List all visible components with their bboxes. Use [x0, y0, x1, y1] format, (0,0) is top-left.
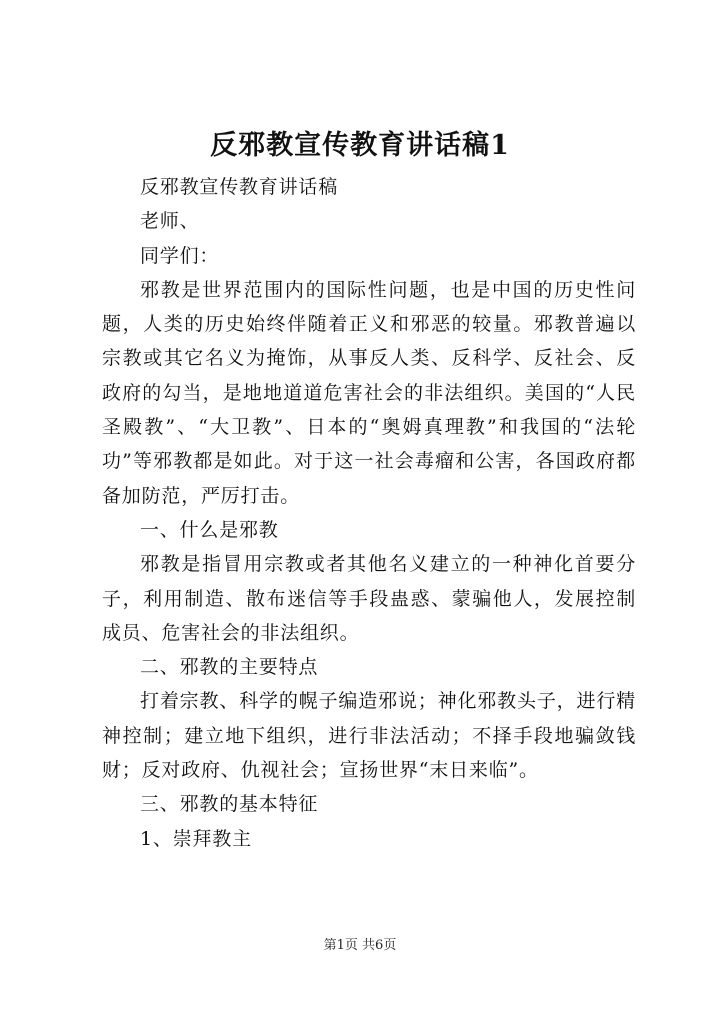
paragraph-subtitle: 反邪教宣传教育讲话稿 — [140, 176, 339, 198]
section-heading-main-traits: 二、邪教的主要特点 — [140, 656, 319, 679]
section-heading-what-is-cult: 一、什么是邪教 — [140, 518, 279, 541]
paragraph-traits: 打着宗教、科学的幌子编造邪说；神化邪教头子，进行精神控制；建立地下组织，进行非法活动；不择手段地骗敛钱财；反对政府、仇视社会；宣扬世界“末日来临”。 — [102, 690, 636, 782]
paragraph-salutation-teachers: 老师、 — [140, 210, 200, 233]
paragraph-salutation-students: 同学们： — [140, 244, 220, 267]
list-item-feature-1: 1、崇拜教主 — [140, 827, 252, 850]
section-heading-basic-features: 三、邪教的基本特征 — [140, 793, 319, 816]
document-title: 反邪教宣传教育讲话稿1 — [210, 130, 510, 161]
paragraph-intro: 邪教是世界范围内的国际性问题，也是中国的历史性问题，人类的历史始终伴随着正义和邪恶的较量。邪教普遍以宗教或其它名义为掩饰，从事反人类、反科学、反社会、反政府的勾当，是地地道道危害社会的非法组织。美国的“人民圣殿教”、“大卫教”、日本的“奥姆真理教”和我国的“法轮功”等邪教都是如此。对于这一社会毒瘤和公害，各国政府都备加防范，严厉打击。 — [102, 278, 636, 507]
paragraph-definition: 邪教是指冒用宗教或者其他名义建立的一种神化首要分子，利用制造、散布迷信等手段蛊惑、蒙骗他人，发展控制成员、危害社会的非法组织。 — [102, 553, 636, 644]
document-body — [102, 170, 636, 856]
page-number-footer: 第1页 共6页 — [323, 938, 397, 953]
